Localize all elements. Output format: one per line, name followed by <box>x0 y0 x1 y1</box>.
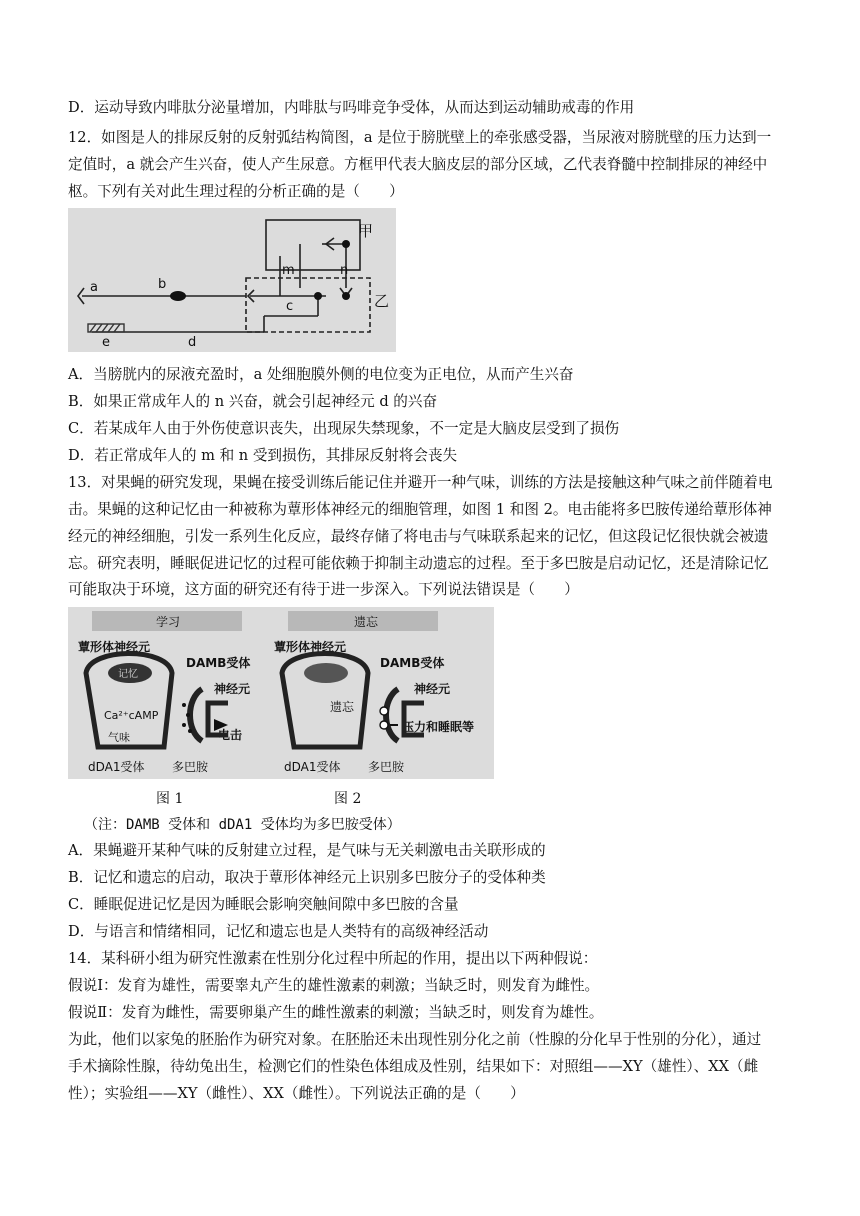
fig2-neuron-label: 蕈形体神经元 <box>274 640 347 654</box>
fig1-nerve-label: 神经元 <box>214 682 251 696</box>
q14-line-4: 为此，他们以家兔的胚胎作为研究对象。在胚胎还未出现性别分化之前（性腺的分化早于性别的分化），通过 <box>68 1031 762 1048</box>
q12-option-c: C．若某成年人由于外伤使意识丧失，出现尿失禁现象，不一定是大脑皮层受到了损伤 <box>68 420 620 437</box>
q14-line-5: 手术摘除性腺，待幼兔出生，检测它们的性染色体组成及性别，结果如下：对照组——XY（雄性）、XX（雌 <box>68 1058 759 1075</box>
fig1-odor-label: 气味 <box>108 731 130 744</box>
q12-option-a: A．当膀胱内的尿液充盈时，a 处细胞膜外侧的电位变为正电位，从而产生兴奋 <box>68 366 574 383</box>
fig2-stress-label: 压力和睡眠等 <box>402 720 475 734</box>
fig2-title: 遗忘 <box>354 615 379 629</box>
fig1-damb-label: DAMB受体 <box>186 656 251 670</box>
q13-option-a: A．果蝇避开某种气味的反射建立过程，是气味与无关刺激电击关联形成的 <box>68 842 546 859</box>
label-n: n <box>340 263 349 278</box>
fig1-dda1-label: dDA1受体 <box>88 760 145 774</box>
q14-line-1: 14．某科研小组为研究性激素在性别分化过程中所起的作用，提出以下两种假说： <box>68 950 598 967</box>
q12-option-d: D．若正常成年人的 m 和 n 受到损伤，其排尿反射将会丧失 <box>68 447 458 464</box>
fig1-memory-label: 记忆 <box>118 669 138 680</box>
q14-line-2: 假说Ⅰ：发育为雄性，需要睾丸产生的雄性激素的刺激；当缺乏时，则发育为雌性。 <box>68 977 600 994</box>
q11-option-d: D．运动导致内啡肽分泌量增加，内啡肽与吗啡竞争受体，从而达到运动辅助戒毒的作用 <box>68 99 635 116</box>
figure-1-caption: 图 1 <box>156 791 184 807</box>
label-a: a <box>90 280 98 295</box>
q12-option-b: B．如果正常成年人的 n 兴奋，就会引起神经元 d 的兴奋 <box>68 393 438 410</box>
fig2-dda1-label: dDA1受体 <box>284 760 341 774</box>
q13-stem-line-3: 经元的神经细胞，引发一系列生化反应，最终存储了将电击与气味联系起来的记忆，但这段记忆很快就会被遗 <box>68 528 769 545</box>
q13-option-b: B．记忆和遗忘的启动，取决于蕈形体神经元上识别多巴胺分子的受体种类 <box>68 869 546 886</box>
figure-2-caption: 图 2 <box>334 791 362 807</box>
fig1-shock-label: 电击 <box>218 728 243 742</box>
label-d: d <box>188 335 197 350</box>
q12-stem-line-3: 枢。下列有关对此生理过程的分析正确的是（ ） <box>68 183 404 200</box>
q12-stem-line-1: 12．如图是人的排尿反射的反射弧结构简图，a 是位于膀胱壁上的牵张感受器，当尿液对膀胱壁的压力达到一 <box>68 129 772 146</box>
q13-stem-line-2: 击。果蝇的这种记忆由一种被称为蕈形体神经元的细胞管理，如图 1 和图 2。电击能将多巴胺传递给蕈形体神 <box>68 501 772 518</box>
fig1-ca-label: Ca²⁺cAMP <box>104 709 159 722</box>
reflex-arc-figure <box>68 208 396 352</box>
q13-stem-line-4: 忘。研究表明，睡眠促进记忆的过程可能依赖于抑制主动遗忘的过程。至于多巴胺是启动记忆，还是清除记忆 <box>68 555 769 572</box>
label-m: m <box>282 263 295 278</box>
fig1-dopamine-label: 多巴胺 <box>172 760 209 774</box>
q13-stem-line-1: 13．对果蝇的研究发现，果蝇在接受训练后能记住并避开一种气味，训练的方法是接触这种气味之前伴随着电 <box>68 474 773 491</box>
fig2-dopamine-label: 多巴胺 <box>368 760 405 774</box>
label-yi: 乙 <box>374 292 390 310</box>
q12-stem-line-2: 定值时，a 就会产生兴奋，使人产生尿意。方框甲代表大脑皮层的部分区域，乙代表脊髓中控制排尿的神经中 <box>68 156 768 173</box>
label-b: b <box>158 277 167 292</box>
q13-option-d: D．与语言和情绪相同，记忆和遗忘也是人类特有的高级神经活动 <box>68 923 489 940</box>
fig2-nerve-label: 神经元 <box>414 682 451 696</box>
fig1-title: 学习 <box>156 615 181 629</box>
q13-stem-line-5: 可能取决于环境，这方面的研究还有待于进一步深入。下列说法错误是（ ） <box>68 581 579 598</box>
q13-note: （注：DAMB 受体和 dDA1 受体均为多巴胺受体） <box>84 817 401 833</box>
fig1-neuron-label: 蕈形体神经元 <box>78 640 151 654</box>
fig2-damb-label: DAMB受体 <box>380 656 445 670</box>
label-c: c <box>286 299 294 314</box>
q14-line-3: 假说Ⅱ：发育为雌性，需要卵巢产生的雌性激素的刺激；当缺乏时，则发育为雄性。 <box>68 1004 604 1021</box>
label-jia: 甲 <box>358 222 374 240</box>
memory-figure <box>68 607 494 779</box>
label-e: e <box>102 335 110 350</box>
fig2-forget-label: 遗忘 <box>330 700 355 714</box>
q13-option-c: C．睡眠促进记忆是因为睡眠会影响突触间隙中多巴胺的含量 <box>68 896 459 913</box>
q14-line-6: 性）；实验组——XY（雌性）、XX（雌性）。下列说法正确的是（ ） <box>68 1085 525 1102</box>
